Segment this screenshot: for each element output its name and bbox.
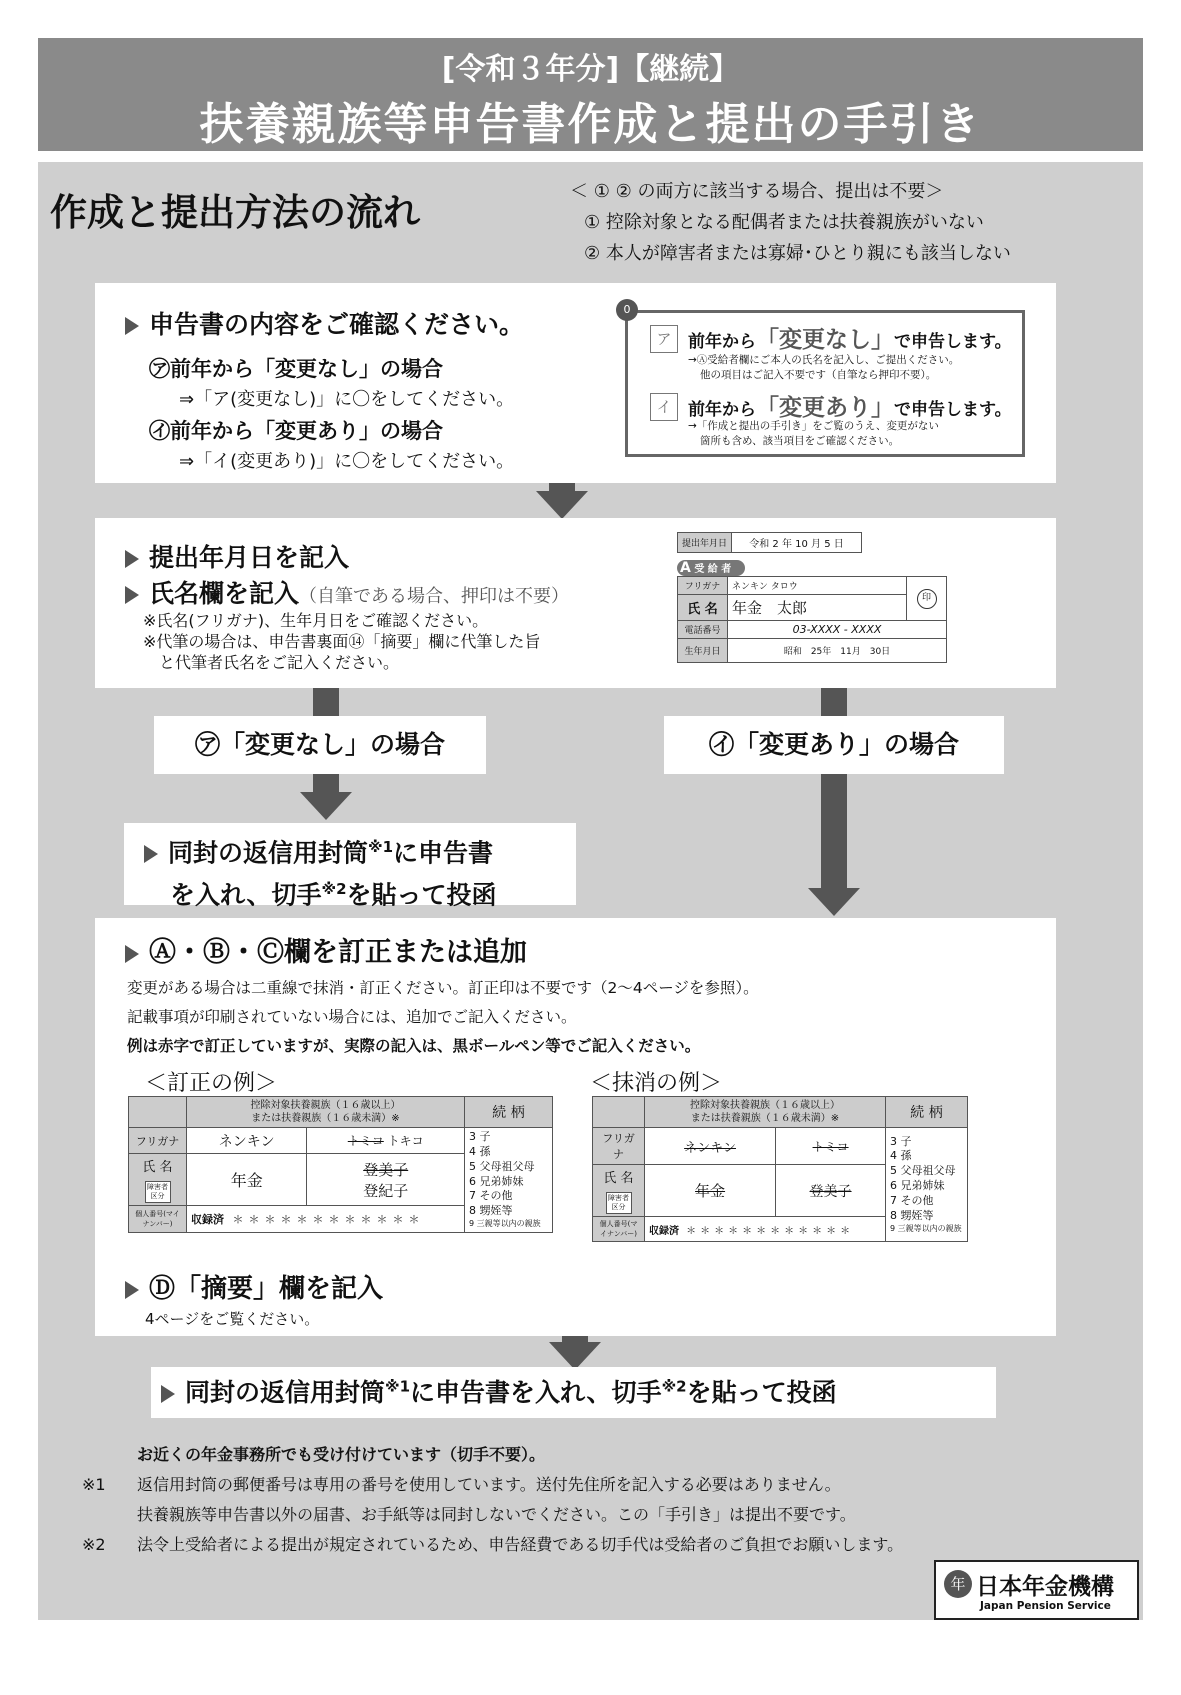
relation-header: 続 柄 — [886, 1097, 968, 1128]
triangle-icon — [125, 317, 139, 335]
triangle-icon — [125, 945, 139, 963]
a-big: 「変更なし」 — [756, 327, 894, 353]
step-correct-add — [95, 918, 1056, 1336]
step3-line1: 同封の返信用封筒 — [168, 838, 369, 868]
footnote-ref-1: ※1 — [368, 838, 394, 856]
date-label: 提出年月日 — [678, 533, 732, 553]
phone-label: 電話番号 — [678, 621, 728, 639]
i-note-1: →「作成と提出の手引き」をご覧のうえ、変更がない — [688, 420, 939, 432]
section-a-mark: A — [680, 560, 691, 576]
rel-5: 5 父母祖父母 — [890, 1164, 956, 1178]
note-2-mark: ※2 — [82, 1535, 106, 1554]
note-1b: 扶養親族等申告書以外の届書、お手紙等は同封しないでください。この「手引き」は提出不要です。 — [137, 1505, 856, 1524]
mark-a-box: ア — [650, 325, 678, 353]
surname-kana: ネンキン — [187, 1128, 307, 1154]
sample-checkbox-box — [623, 303, 1025, 457]
i-pre: 前年から — [688, 400, 756, 420]
seal-icon: 印 — [917, 589, 937, 609]
example-delete-title: ＜抹消の例＞ — [590, 1071, 723, 1096]
down-arrow-icon — [808, 888, 860, 916]
triangle-icon — [125, 586, 139, 604]
exempt-conditions — [570, 176, 1011, 269]
name-label: 氏 名 — [142, 1160, 173, 1176]
birth-value: 昭和 25年 11月 30日 — [728, 639, 947, 663]
exempt-title: ＜ ① ② の両方に該当する場合、提出は不要＞ — [570, 181, 944, 202]
furigana-value: ネンキン タロウ — [728, 577, 907, 595]
rel-9: 9 三親等以内の親族 — [890, 1223, 962, 1233]
arrow-stem — [313, 774, 339, 794]
step2-note-3: と代筆者氏名をご記入ください。 — [159, 653, 400, 672]
note-2: 法令上受給者による提出が規定されているため、申告経費である切手代は受給者のご負担でお願いします。 — [137, 1535, 904, 1554]
mynumber-label: 個人番号(マイナンバー) — [129, 1206, 187, 1232]
mynumber-label: 個人番号(マイナンバー) — [593, 1217, 645, 1242]
sample-badge: 0 — [616, 299, 638, 321]
date-value: 令和 2 年 10 月 5 日 — [732, 533, 862, 553]
furigana-label: フリガナ — [678, 577, 728, 595]
step2-heading-note: （自筆である場合、押印は不要） — [299, 586, 570, 607]
rel-9: 9 三親等以内の親族 — [469, 1219, 541, 1229]
jps-emblem-icon: 年 — [944, 1570, 972, 1598]
given-new: 登紀子 — [363, 1181, 409, 1200]
step4-d-text: 4ページをご覧ください。 — [145, 1310, 320, 1328]
surname: 年金 — [187, 1154, 307, 1206]
step4-text-1: 変更がある場合は二重線で抹消・訂正ください。訂正印は不要です（2～4ページを参照）。 — [127, 979, 759, 997]
rel-4: 4 孫 — [890, 1149, 912, 1163]
exempt-item-1: ① 控除対象となる配偶者または扶養親族がいない — [584, 212, 984, 233]
given-kana-deleted: トミコ — [776, 1128, 886, 1165]
down-arrow-icon — [549, 1342, 601, 1370]
step4-text-3: 例は赤字で訂正していますが、実際の記入は、黒ボールペン等でご記入ください。 — [127, 1037, 701, 1055]
rel-8: 8 甥姪等 — [469, 1204, 513, 1218]
case-i-title: ㋑前年から「変更あり」の場合 — [149, 419, 443, 443]
triangle-icon — [125, 1281, 139, 1299]
given-kana-old: トミコ — [347, 1134, 384, 1149]
given-kana-new: トキコ — [387, 1134, 424, 1149]
surname-kana-deleted: ネンキン — [645, 1128, 776, 1165]
case-a-text: ⇒「ア(変更なし)」に〇をしてください。 — [179, 389, 515, 410]
disabled-category-label: 障害者区分 — [145, 1181, 171, 1203]
triangle-icon — [144, 845, 158, 863]
footnote-ref-2: ※2 — [321, 880, 347, 899]
step3-line2b: を貼って投函 — [346, 880, 497, 910]
sample-form — [677, 532, 937, 663]
mark-i-box: イ — [650, 393, 678, 421]
step4-text-2: 記載事項が印刷されていない場合には、追加でご記入ください。 — [127, 1008, 577, 1026]
step5-post: を貼って投函 — [686, 1378, 837, 1407]
footnote-ref-1: ※1 — [385, 1377, 411, 1396]
rel-5: 5 父母祖父母 — [469, 1159, 535, 1173]
arrow-stem — [821, 774, 847, 890]
example-delete-table: 控除対象扶養親族（１６歳以上） または扶養親族（１６歳未満）※ 続 柄 フリガナ ネンキン トミコ 3 子 4 孫 5 父母祖父母 6 兄弟姉妹 7 その他 8 甥姪等 9 三親等以内の親族 氏 名 障害者区分 年金 登美子 個人番号(マイナンバー) 収録済 ＊＊＊＊＊＊＊＊＊＊＊＊ — [592, 1096, 968, 1242]
step1-heading: 申告書の内容をご確認ください。 — [149, 310, 525, 339]
table-header-2: または扶養親族（１６歳未満）※ — [251, 1113, 400, 1124]
rel-3: 3 子 — [890, 1134, 912, 1148]
birth-label: 生年月日 — [678, 639, 728, 663]
step2-note-1: ※氏名(フリガナ)、生年月日をご確認ください。 — [143, 611, 489, 630]
branch-no-change: ㋐「変更なし」の場合 — [154, 716, 486, 774]
rel-8: 8 甥姪等 — [890, 1208, 934, 1222]
case-a-title: ㋐前年から「変更なし」の場合 — [149, 357, 443, 381]
a-post: で申告します。 — [894, 332, 1012, 352]
step3-line1b: に申告書 — [393, 838, 494, 868]
title-year: [令和３年分]【継続】 — [441, 52, 740, 87]
rel-4: 4 孫 — [469, 1144, 491, 1158]
case-i-text: ⇒「イ(変更あり)」に〇をしてください。 — [179, 451, 515, 472]
table-header: 控除対象扶養親族（１６歳以上） — [690, 1100, 840, 1111]
furigana-label: フリガナ — [129, 1128, 187, 1154]
i-post: で申告します。 — [894, 400, 1012, 420]
logo-english: Japan Pension Service — [980, 1600, 1111, 1612]
stamp-recorded: 収録済 — [191, 1213, 224, 1227]
step5-pre: 同封の返信用封筒 — [185, 1378, 386, 1407]
page-title: 扶養親族等申告書作成と提出の手引き — [199, 99, 982, 150]
i-big: 「変更あり」 — [756, 395, 894, 421]
stamp-recorded: 収録済 — [649, 1225, 679, 1237]
rel-3: 3 子 — [469, 1130, 491, 1143]
relation-header: 続 柄 — [465, 1097, 553, 1128]
triangle-icon — [125, 550, 139, 568]
exempt-item-2: ② 本人が障害者または寡婦･ひとり親にも該当しない — [584, 243, 1011, 264]
arrow-stem — [313, 688, 339, 718]
rel-7: 7 その他 — [890, 1193, 934, 1207]
jps-logo — [934, 1560, 1139, 1620]
step-confirm-content — [95, 283, 1056, 483]
title-banner — [38, 38, 1143, 151]
phone-value: 03-XXXX - XXXX — [728, 621, 947, 639]
branch-changed: ㋑「変更あり」の場合 — [664, 716, 1004, 774]
logo-japanese: 日本年金機構 — [976, 1574, 1114, 1600]
step2-heading-name: 氏名欄を記入 — [149, 579, 300, 608]
disabled-category-label: 障害者区分 — [606, 1192, 632, 1214]
step-date-name — [95, 518, 1056, 688]
name-label: 氏 名 — [678, 595, 728, 621]
name-label: 氏 名 — [603, 1171, 634, 1186]
given-deleted: 登美子 — [776, 1165, 886, 1217]
furigana-label: フリガナ — [593, 1128, 645, 1165]
table-header-2: または扶養親族（１６歳未満）※ — [690, 1113, 840, 1124]
step-mail-no-change — [124, 823, 576, 910]
step4-heading: Ⓐ・Ⓑ・Ⓒ欄を訂正または追加 — [149, 937, 527, 968]
example-correct-title: ＜訂正の例＞ — [145, 1071, 278, 1096]
triangle-icon — [161, 1385, 175, 1403]
footnotes — [82, 1440, 1082, 1560]
a-note-2: 他の項目はご記入不要です（自筆なら押印不要）。 — [700, 369, 937, 381]
given-old: 登美子 — [363, 1160, 409, 1179]
rel-6: 6 兄弟姉妹 — [469, 1174, 524, 1188]
example-correct-table: 控除対象扶養親族（１６歳以上） または扶養親族（１６歳未満）※ 続 柄 フリガナ ネンキン トミコ トキコ 3 子 4 孫 5 父母祖父母 6 兄弟姉妹 7 その他 8 甥姪等 9 三親等以内の親族 氏 名 障害者区分 年金 登美子 登紀子 個人番号(マイナンバー) 収録済 ＊＊＊＊＊＊＊＊＊＊＊＊ — [128, 1096, 553, 1233]
surname-deleted: 年金 — [645, 1165, 776, 1217]
flow-heading: 作成と提出方法の流れ — [50, 191, 420, 234]
name-value: 年金 太郎 — [728, 595, 907, 621]
a-pre: 前年から — [688, 332, 756, 352]
a-note-1: →Ⓐ受給者欄にご本人の氏名を記入し、ご提出ください。 — [688, 354, 960, 366]
note-1a: 返信用封筒の郵便番号は専用の番号を使用しています。送付先住所を記入する必要はありません。 — [137, 1475, 841, 1494]
down-arrow-icon — [300, 792, 352, 820]
i-note-2: 箇所も含め、該当項目をご確認ください。 — [700, 435, 900, 447]
table-header: 控除対象扶養親族（１６歳以上） — [250, 1100, 401, 1111]
step5-mid: に申告書を入れ、切手 — [410, 1378, 662, 1407]
step4-d-heading: Ⓓ「摘要」欄を記入 — [149, 1274, 384, 1304]
rel-6: 6 兄弟姉妹 — [890, 1179, 945, 1193]
down-arrow-icon — [536, 491, 588, 519]
step2-heading-date: 提出年月日を記入 — [149, 543, 350, 572]
arrow-stem — [821, 688, 847, 718]
footnote-ref-2: ※2 — [661, 1377, 687, 1396]
section-a-label: 受 給 者 — [694, 564, 732, 575]
note-1-mark: ※1 — [82, 1475, 106, 1494]
step2-note-2: ※代筆の場合は、申告書裏面⑭「摘要」欄に代筆した旨 — [143, 632, 541, 651]
note-counter: お近くの年金事務所でも受け付けています（切手不要）。 — [137, 1445, 546, 1464]
step-mail-final — [151, 1367, 996, 1418]
step3-line2: を入れ、切手 — [170, 880, 322, 910]
rel-7: 7 その他 — [469, 1189, 513, 1203]
